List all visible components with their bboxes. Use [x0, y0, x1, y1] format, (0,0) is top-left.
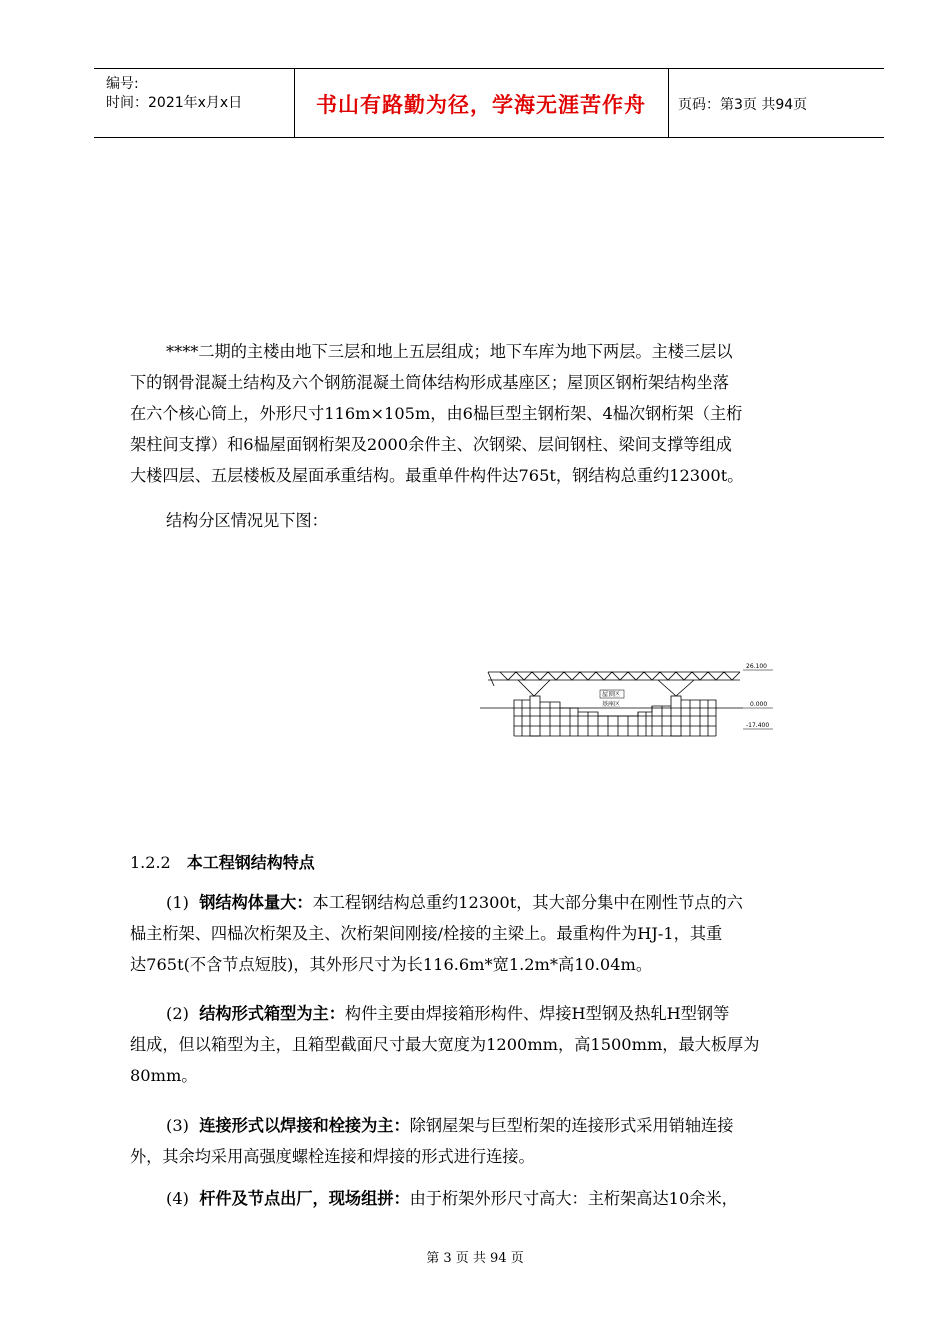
page-header [94, 68, 884, 138]
figure-caption: 结构分区情况见下图： [166, 511, 328, 530]
item-text: 达765t(不含节点短肢)，其外形尺寸为长116.6m*宽1.2m*高10.04m。 [130, 955, 653, 974]
item-text: 外，其余均采用高强度螺栓连接和焊接的形式进行连接。 [130, 1147, 535, 1166]
right-support [658, 680, 694, 696]
elev-zero-label: 0.000 [750, 701, 768, 708]
item-number: (2) [166, 1004, 189, 1023]
intro-paragraph [130, 336, 850, 536]
feature-item-4 [130, 1183, 850, 1214]
item-heading: 结构形式箱型为主： [199, 1004, 345, 1023]
item-text: 本工程钢结构总重约12300t，其大部分集中在刚性节点的六 [312, 893, 743, 912]
item-heading: 连接形式以焊接和栓接为主： [199, 1116, 410, 1135]
intro-line: 大楼四层、五层楼板及屋面承重结构。最重单件构件达765t，钢结构总重约12300t。 [130, 466, 744, 485]
time-label: 时间：2021年x月x日 [106, 95, 243, 111]
section-number: 1.2.2 [130, 853, 171, 872]
header-motto-cell [294, 69, 669, 137]
item-heading: 杆件及节点出厂，现场组拼： [199, 1189, 410, 1208]
item-text: 除钢屋架与巨型桁架的连接形式采用销轴连接 [409, 1116, 734, 1135]
item-text: 由于桁架外形尺寸高大：主桁架高达10余米， [409, 1189, 738, 1208]
base-zone-label: 基座区 [602, 701, 621, 708]
item-text: 组成，但以箱型为主，且箱型截面尺寸最大宽度为1200mm，高1500mm，最大板厚为 [130, 1035, 760, 1054]
roof-zone-label: 屋顶区 [602, 691, 621, 698]
elev-bottom-label: -17.400 [746, 722, 770, 729]
section-title: 本工程钢结构特点 [186, 853, 315, 872]
section-heading [130, 850, 315, 873]
item-number: (4) [166, 1189, 189, 1208]
feature-item-1 [130, 887, 850, 980]
feature-item-2 [130, 998, 850, 1091]
item-text: 榀主桁架、四榀次桁架及主、次桁架间刚接/栓接的主梁上。最重构件为HJ-1，其重 [130, 924, 723, 943]
header-meta-cell [94, 69, 295, 137]
item-heading: 钢结构体量大： [199, 893, 313, 912]
page-footer: 第 3 页 共 94 页 [426, 1251, 524, 1266]
doc-number-label: 编号: [106, 76, 139, 92]
truss-web [500, 672, 740, 680]
feature-item-3 [130, 1110, 850, 1172]
item-text: 80mm。 [130, 1066, 198, 1085]
header-page-label: 页码：第3页 共94页 [678, 97, 808, 113]
item-number: (1) [166, 893, 189, 912]
elev-top-label: 26.100 [746, 663, 767, 670]
left-support [518, 680, 550, 696]
intro-line: ****二期的主楼由地下三层和地上五层组成；地下车库为地下两层。主楼三层以 [166, 342, 733, 361]
structure-zone-diagram [478, 660, 788, 744]
header-page-cell [668, 69, 884, 137]
intro-line: 在六个核心筒上，外形尺寸116m×105m，由6榀巨型主钢桁架、4榀次钢桁架（主桁 [130, 404, 743, 423]
item-number: (3) [166, 1116, 189, 1135]
base-right-edge [681, 700, 716, 736]
item-text: 构件主要由焊接箱形构件、焊接H型钢及热轧H型钢等 [344, 1004, 730, 1023]
intro-line: 下的钢骨混凝土结构及六个钢筋混凝土筒体结构形成基座区；屋顶区钢桁架结构坐落 [130, 373, 729, 392]
motto-text: 书山有路勤为径，学海无涯苦作舟 [316, 93, 646, 117]
intro-line: 架柱间支撑）和6榀屋面钢桁架及2000余件主、次钢梁、层间钢柱、梁间支撑等组成 [130, 435, 732, 454]
